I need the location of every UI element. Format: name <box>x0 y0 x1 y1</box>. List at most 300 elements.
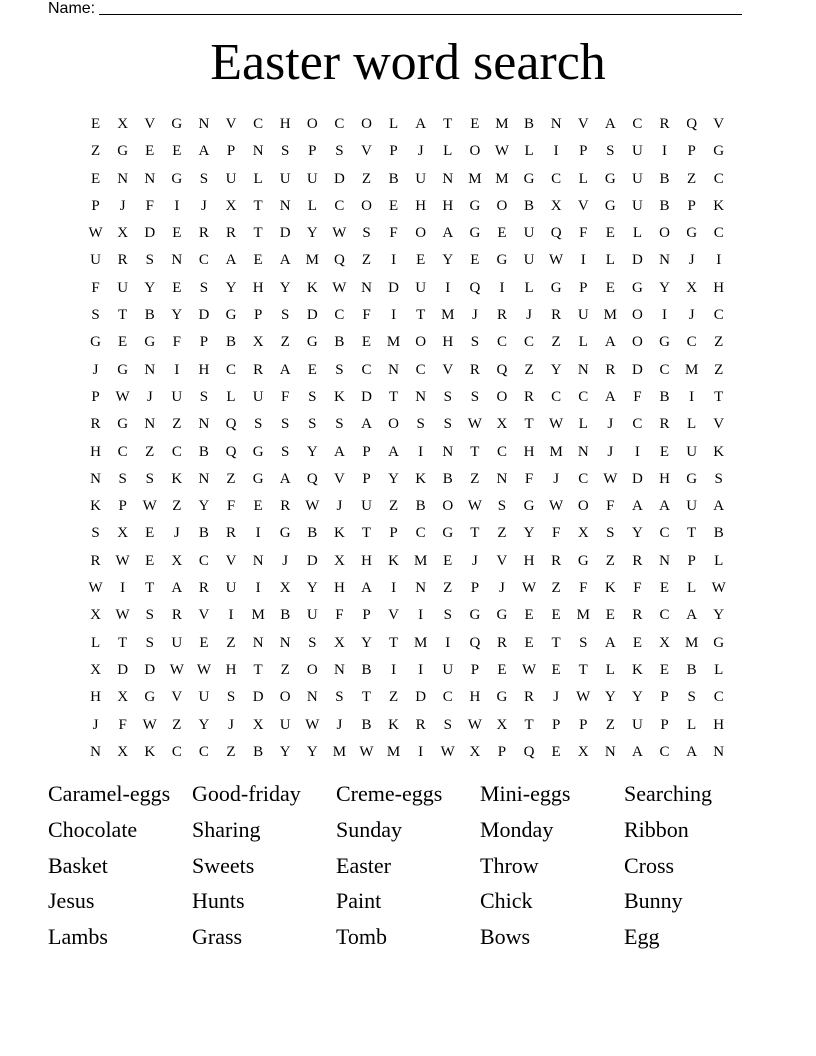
grid-letter[interactable]: Z <box>605 716 615 733</box>
grid-letter[interactable]: G <box>713 143 725 160</box>
grid-letter[interactable]: U <box>632 143 643 160</box>
grid-letter[interactable]: I <box>228 607 234 624</box>
grid-letter[interactable]: T <box>687 525 697 542</box>
grid-letter[interactable]: C <box>713 170 724 187</box>
grid-letter[interactable]: X <box>117 225 129 242</box>
grid-letter[interactable]: T <box>470 443 480 460</box>
grid-letter[interactable]: G <box>604 170 616 187</box>
grid-letter[interactable]: L <box>443 143 453 160</box>
grid-letter[interactable]: P <box>253 307 263 324</box>
grid-letter[interactable]: X <box>117 116 129 132</box>
grid-letter[interactable]: K <box>333 388 345 405</box>
grid-letter[interactable]: H <box>361 552 372 569</box>
grid-letter[interactable]: W <box>115 607 130 624</box>
grid-letter[interactable]: U <box>361 498 372 515</box>
grid-letter[interactable]: A <box>361 580 372 597</box>
grid-letter[interactable]: O <box>632 307 643 324</box>
grid-letter[interactable]: E <box>524 607 534 624</box>
grid-letter[interactable]: H <box>90 689 101 706</box>
grid-letter[interactable]: G <box>469 225 481 242</box>
grid-letter[interactable]: S <box>91 307 100 324</box>
grid-letter[interactable]: K <box>90 498 101 515</box>
grid-letter[interactable]: H <box>442 334 454 351</box>
grid-letter[interactable]: I <box>391 580 397 597</box>
grid-letter[interactable]: W <box>549 416 564 433</box>
grid-letter[interactable]: K <box>306 279 318 296</box>
grid-letter[interactable]: X <box>90 607 101 624</box>
grid-letter[interactable]: V <box>388 607 399 624</box>
grid-letter[interactable]: R <box>632 552 643 569</box>
grid-letter[interactable]: P <box>91 197 100 214</box>
grid-letter[interactable]: G <box>144 334 156 351</box>
grid-letter[interactable]: B <box>524 116 535 132</box>
grid-letter[interactable]: E <box>172 225 182 242</box>
grid-letter[interactable]: S <box>470 388 480 405</box>
grid-letter[interactable]: F <box>551 525 561 542</box>
grid-letter[interactable]: U <box>198 689 210 706</box>
grid-letter[interactable]: M <box>549 443 563 460</box>
grid-letter[interactable]: C <box>253 116 264 132</box>
grid-letter[interactable]: J <box>499 580 505 597</box>
grid-letter[interactable]: D <box>632 361 643 378</box>
grid-letter[interactable]: L <box>578 416 588 433</box>
grid-letter[interactable]: D <box>333 170 345 187</box>
grid-letter[interactable]: Z <box>361 170 372 187</box>
grid-letter[interactable]: N <box>713 743 725 760</box>
grid-letter[interactable]: G <box>442 525 454 542</box>
grid-letter[interactable]: O <box>388 416 399 433</box>
grid-letter[interactable]: C <box>198 252 209 269</box>
grid-letter[interactable]: O <box>361 116 372 132</box>
grid-letter[interactable]: R <box>198 580 209 597</box>
grid-letter[interactable]: S <box>199 279 209 296</box>
grid-letter[interactable]: F <box>633 580 642 597</box>
grid-letter[interactable]: R <box>524 388 535 405</box>
grid-letter[interactable]: I <box>553 143 559 160</box>
grid-letter[interactable]: Z <box>226 743 236 760</box>
grid-letter[interactable]: I <box>634 443 640 460</box>
grid-letter[interactable]: L <box>714 552 724 569</box>
grid-letter[interactable]: K <box>415 470 427 487</box>
grid-letter[interactable]: P <box>660 689 669 706</box>
grid-letter[interactable]: M <box>414 634 428 651</box>
grid-letter[interactable]: J <box>553 689 560 706</box>
grid-letter[interactable]: R <box>659 416 670 433</box>
grid-letter[interactable]: T <box>578 661 588 678</box>
grid-letter[interactable]: C <box>198 552 209 569</box>
grid-letter[interactable]: W <box>115 552 130 569</box>
grid-letter[interactable]: Z <box>226 634 236 651</box>
grid-letter[interactable]: Z <box>551 580 561 597</box>
grid-letter[interactable]: G <box>117 361 129 378</box>
grid-letter[interactable]: D <box>144 225 156 242</box>
grid-letter[interactable]: R <box>90 416 101 433</box>
grid-letter[interactable]: E <box>659 661 670 678</box>
grid-letter[interactable]: N <box>198 416 210 433</box>
grid-letter[interactable]: P <box>199 334 209 351</box>
grid-letter[interactable]: S <box>443 607 452 624</box>
grid-letter[interactable]: I <box>255 525 261 542</box>
grid-letter[interactable]: R <box>496 307 507 324</box>
grid-letter[interactable]: D <box>415 689 427 706</box>
grid-letter[interactable]: S <box>281 307 290 324</box>
grid-letter[interactable]: C <box>578 470 589 487</box>
grid-letter[interactable]: B <box>442 470 453 487</box>
grid-letter[interactable]: G <box>117 416 129 433</box>
grid-letter[interactable]: M <box>305 252 319 269</box>
grid-letter[interactable]: M <box>414 552 428 569</box>
grid-letter[interactable]: D <box>632 470 643 487</box>
grid-letter[interactable]: C <box>659 361 670 378</box>
grid-letter[interactable]: N <box>415 388 427 405</box>
grid-letter[interactable]: D <box>306 307 318 324</box>
grid-letter[interactable]: A <box>686 743 698 760</box>
grid-letter[interactable]: P <box>497 743 507 760</box>
grid-letter[interactable]: E <box>307 361 317 378</box>
grid-letter[interactable]: F <box>524 470 534 487</box>
grid-letter[interactable]: B <box>415 498 426 515</box>
grid-letter[interactable]: S <box>335 416 344 433</box>
grid-letter[interactable]: W <box>196 661 211 678</box>
grid-letter[interactable]: X <box>225 197 237 214</box>
grid-letter[interactable]: Z <box>687 170 697 187</box>
grid-letter[interactable]: R <box>226 525 237 542</box>
grid-letter[interactable]: J <box>526 307 532 324</box>
grid-letter[interactable]: Q <box>469 279 481 296</box>
grid-letter[interactable]: C <box>686 334 697 351</box>
grid-letter[interactable]: B <box>253 743 264 760</box>
grid-letter[interactable]: Z <box>443 580 453 597</box>
grid-letter[interactable]: S <box>253 416 263 433</box>
grid-letter[interactable]: J <box>228 716 234 733</box>
grid-letter[interactable]: N <box>361 279 372 296</box>
grid-letter[interactable]: N <box>252 634 264 651</box>
grid-letter[interactable]: U <box>523 225 535 242</box>
grid-letter[interactable]: V <box>496 552 508 569</box>
grid-letter[interactable]: H <box>713 279 725 296</box>
grid-letter[interactable]: X <box>252 716 264 733</box>
grid-letter[interactable]: P <box>470 661 480 678</box>
grid-letter[interactable]: K <box>713 197 725 214</box>
grid-letter[interactable]: C <box>524 334 535 351</box>
grid-letter[interactable]: T <box>361 525 372 542</box>
grid-letter[interactable]: B <box>659 388 670 405</box>
grid-letter[interactable]: S <box>91 525 100 542</box>
grid-letter[interactable]: D <box>306 552 318 569</box>
grid-letter[interactable]: S <box>281 443 290 460</box>
grid-letter[interactable]: T <box>145 580 155 597</box>
grid-letter[interactable]: B <box>524 197 535 214</box>
grid-letter[interactable]: L <box>226 388 236 405</box>
grid-letter[interactable]: Q <box>225 443 237 460</box>
grid-letter[interactable]: G <box>496 607 508 624</box>
grid-letter[interactable]: H <box>523 552 535 569</box>
grid-letter[interactable]: C <box>713 689 724 706</box>
grid-letter[interactable]: L <box>632 225 642 242</box>
grid-letter[interactable]: Y <box>306 743 318 760</box>
grid-letter[interactable]: H <box>198 361 210 378</box>
grid-letter[interactable]: D <box>144 661 156 678</box>
grid-letter[interactable]: O <box>279 689 291 706</box>
grid-letter[interactable]: N <box>442 170 454 187</box>
grid-letter[interactable]: U <box>171 634 183 651</box>
grid-letter[interactable]: L <box>687 580 697 597</box>
grid-letter[interactable]: N <box>144 416 156 433</box>
grid-letter[interactable]: C <box>415 525 426 542</box>
grid-letter[interactable]: V <box>361 143 372 160</box>
grid-letter[interactable]: N <box>90 743 101 760</box>
grid-letter[interactable]: S <box>714 470 723 487</box>
grid-letter[interactable]: V <box>144 116 156 132</box>
grid-letter[interactable]: W <box>467 416 482 433</box>
grid-letter[interactable]: P <box>389 525 398 542</box>
grid-letter[interactable]: Q <box>333 252 345 269</box>
grid-letter[interactable]: U <box>225 170 237 187</box>
grid-letter[interactable]: O <box>442 498 454 515</box>
grid-letter[interactable]: H <box>442 197 454 214</box>
grid-letter[interactable]: P <box>687 552 696 569</box>
grid-letter[interactable]: E <box>605 607 615 624</box>
grid-letter[interactable]: H <box>469 689 481 706</box>
grid-letter[interactable]: C <box>551 388 562 405</box>
grid-letter[interactable]: G <box>144 689 156 706</box>
grid-letter[interactable]: S <box>308 634 317 651</box>
grid-letter[interactable]: Y <box>306 580 318 597</box>
grid-letter[interactable]: A <box>198 143 210 160</box>
grid-letter[interactable]: H <box>252 279 264 296</box>
grid-letter[interactable]: Q <box>686 116 698 132</box>
grid-letter[interactable]: G <box>577 552 589 569</box>
grid-letter[interactable]: U <box>252 388 264 405</box>
grid-letter[interactable]: L <box>524 143 534 160</box>
grid-letter[interactable]: Q <box>496 361 508 378</box>
grid-letter[interactable]: O <box>469 143 481 160</box>
grid-letter[interactable]: L <box>687 416 697 433</box>
grid-letter[interactable]: X <box>577 525 589 542</box>
grid-letter[interactable]: M <box>386 334 401 351</box>
grid-letter[interactable]: P <box>389 143 398 160</box>
grid-letter[interactable]: Z <box>280 661 290 678</box>
grid-letter[interactable]: E <box>145 525 155 542</box>
grid-letter[interactable]: P <box>308 143 317 160</box>
grid-letter[interactable]: S <box>470 334 480 351</box>
grid-letter[interactable]: G <box>523 170 535 187</box>
grid-letter[interactable]: R <box>469 361 480 378</box>
grid-letter[interactable]: N <box>198 116 210 132</box>
grid-letter[interactable]: F <box>118 716 127 733</box>
grid-letter[interactable]: D <box>117 661 129 678</box>
grid-letter[interactable]: Y <box>279 743 291 760</box>
grid-letter[interactable]: U <box>279 170 291 187</box>
grid-letter[interactable]: L <box>605 661 615 678</box>
grid-letter[interactable]: N <box>442 443 454 460</box>
grid-letter[interactable]: F <box>633 388 642 405</box>
grid-letter[interactable]: N <box>388 361 399 378</box>
grid-letter[interactable]: X <box>171 552 183 569</box>
grid-letter[interactable]: Z <box>172 716 182 733</box>
grid-letter[interactable]: E <box>443 552 453 569</box>
grid-letter[interactable]: Z <box>145 443 155 460</box>
grid-letter[interactable]: C <box>713 225 724 242</box>
name-field[interactable] <box>48 0 742 20</box>
grid-letter[interactable]: G <box>686 470 698 487</box>
grid-letter[interactable]: B <box>686 661 697 678</box>
grid-letter[interactable]: K <box>632 661 643 678</box>
grid-letter[interactable]: Q <box>469 634 481 651</box>
grid-letter[interactable]: I <box>174 361 180 378</box>
grid-letter[interactable]: R <box>496 634 507 651</box>
grid-letter[interactable]: R <box>253 361 264 378</box>
grid-letter[interactable]: V <box>225 116 237 132</box>
grid-letter[interactable]: A <box>279 361 291 378</box>
grid-letter[interactable]: M <box>386 743 401 760</box>
grid-letter[interactable]: W <box>142 716 157 733</box>
grid-letter[interactable]: U <box>279 716 291 733</box>
grid-letter[interactable]: B <box>361 661 372 678</box>
grid-letter[interactable]: P <box>579 279 588 296</box>
grid-letter[interactable]: X <box>117 743 129 760</box>
grid-letter[interactable]: I <box>418 607 424 624</box>
grid-letter[interactable]: I <box>418 743 424 760</box>
grid-letter[interactable]: A <box>225 252 237 269</box>
grid-letter[interactable]: P <box>579 143 588 160</box>
grid-letter[interactable]: A <box>659 498 670 515</box>
grid-letter[interactable]: I <box>418 443 424 460</box>
grid-letter[interactable]: Y <box>388 470 399 487</box>
grid-letter[interactable]: J <box>282 552 289 569</box>
grid-letter[interactable]: G <box>496 252 508 269</box>
grid-letter[interactable]: V <box>198 607 210 624</box>
grid-letter[interactable]: U <box>171 388 183 405</box>
grid-letter[interactable]: V <box>577 197 589 214</box>
grid-letter[interactable]: C <box>442 689 453 706</box>
grid-letter[interactable]: K <box>333 525 345 542</box>
grid-letter[interactable]: Y <box>198 716 210 733</box>
grid-letter[interactable]: N <box>171 252 183 269</box>
grid-letter[interactable]: W <box>467 498 482 515</box>
grid-letter[interactable]: G <box>604 197 616 214</box>
grid-letter[interactable]: Z <box>388 498 399 515</box>
grid-letter[interactable]: T <box>118 634 128 651</box>
grid-letter[interactable]: S <box>335 143 344 160</box>
grid-letter[interactable]: F <box>579 225 588 242</box>
grid-letter[interactable]: P <box>687 143 696 160</box>
grid-letter[interactable]: P <box>91 388 100 405</box>
grid-letter[interactable]: E <box>388 197 399 214</box>
grid-letter[interactable]: C <box>361 361 372 378</box>
grid-letter[interactable]: E <box>361 334 372 351</box>
grid-letter[interactable]: D <box>198 307 210 324</box>
grid-letter[interactable]: U <box>225 580 237 597</box>
grid-letter[interactable]: G <box>659 334 670 351</box>
grid-letter[interactable]: K <box>388 716 399 733</box>
grid-letter[interactable]: A <box>604 116 616 132</box>
grid-letter[interactable]: I <box>662 143 668 160</box>
grid-letter[interactable]: C <box>198 743 209 760</box>
grid-letter[interactable]: Z <box>172 416 182 433</box>
grid-letter[interactable]: D <box>632 252 643 269</box>
grid-letter[interactable]: S <box>606 525 615 542</box>
grid-letter[interactable]: I <box>445 634 451 651</box>
name-underline[interactable] <box>99 0 742 15</box>
grid-letter[interactable]: C <box>551 170 562 187</box>
grid-letter[interactable]: G <box>252 443 264 460</box>
grid-letter[interactable]: N <box>659 552 670 569</box>
grid-letter[interactable]: F <box>281 388 290 405</box>
grid-letter[interactable]: T <box>118 307 128 324</box>
grid-letter[interactable]: F <box>606 498 615 515</box>
grid-letter[interactable]: L <box>253 170 263 187</box>
grid-letter[interactable]: E <box>172 279 182 296</box>
grid-letter[interactable]: Y <box>198 498 210 515</box>
grid-letter[interactable]: S <box>145 252 154 269</box>
grid-letter[interactable]: B <box>198 525 209 542</box>
grid-letter[interactable]: Q <box>523 743 535 760</box>
grid-letter[interactable]: R <box>551 307 562 324</box>
grid-letter[interactable]: D <box>279 225 291 242</box>
grid-letter[interactable]: S <box>606 143 615 160</box>
grid-letter[interactable]: L <box>578 334 588 351</box>
grid-letter[interactable]: Y <box>713 607 725 624</box>
grid-letter[interactable]: V <box>442 361 454 378</box>
grid-letter[interactable]: R <box>524 689 535 706</box>
grid-letter[interactable]: B <box>144 307 155 324</box>
grid-letter[interactable]: K <box>144 743 156 760</box>
grid-letter[interactable]: H <box>659 470 670 487</box>
grid-letter[interactable]: U <box>415 279 427 296</box>
grid-letter[interactable]: W <box>549 498 564 515</box>
grid-letter[interactable]: I <box>418 661 424 678</box>
grid-letter[interactable]: W <box>494 143 510 160</box>
grid-letter[interactable]: K <box>713 443 725 460</box>
grid-letter[interactable]: T <box>253 225 263 242</box>
grid-letter[interactable]: I <box>174 197 180 214</box>
grid-letter[interactable]: G <box>171 116 183 132</box>
grid-letter[interactable]: A <box>713 498 725 515</box>
grid-letter[interactable]: O <box>361 197 372 214</box>
grid-letter[interactable]: B <box>713 525 724 542</box>
grid-letter[interactable]: J <box>688 307 695 324</box>
grid-letter[interactable]: U <box>686 498 698 515</box>
grid-letter[interactable]: Z <box>714 334 724 351</box>
grid-letter[interactable]: N <box>279 197 291 214</box>
grid-letter[interactable]: A <box>604 634 616 651</box>
grid-letter[interactable]: T <box>714 388 724 405</box>
grid-letter[interactable]: T <box>388 634 399 651</box>
grid-letter[interactable]: M <box>495 170 509 187</box>
grid-letter[interactable]: N <box>659 252 670 269</box>
grid-letter[interactable]: U <box>632 197 643 214</box>
grid-letter[interactable]: G <box>279 525 291 542</box>
grid-letter[interactable]: S <box>199 388 209 405</box>
grid-letter[interactable]: U <box>117 279 129 296</box>
grid-letter[interactable]: G <box>469 607 481 624</box>
grid-letter[interactable]: S <box>443 716 452 733</box>
grid-letter[interactable]: M <box>468 170 482 187</box>
grid-letter[interactable]: R <box>226 225 237 242</box>
grid-letter[interactable]: T <box>253 661 263 678</box>
grid-letter[interactable]: J <box>471 307 478 324</box>
grid-letter[interactable]: O <box>306 661 318 678</box>
grid-letter[interactable]: J <box>173 525 180 542</box>
grid-letter[interactable]: E <box>253 252 263 269</box>
grid-letter[interactable]: N <box>117 170 129 187</box>
grid-letter[interactable]: N <box>604 743 616 760</box>
grid-letter[interactable]: Y <box>659 279 670 296</box>
grid-letter[interactable]: E <box>470 252 480 269</box>
grid-letter[interactable]: W <box>359 743 374 760</box>
grid-letter[interactable]: V <box>333 470 345 487</box>
